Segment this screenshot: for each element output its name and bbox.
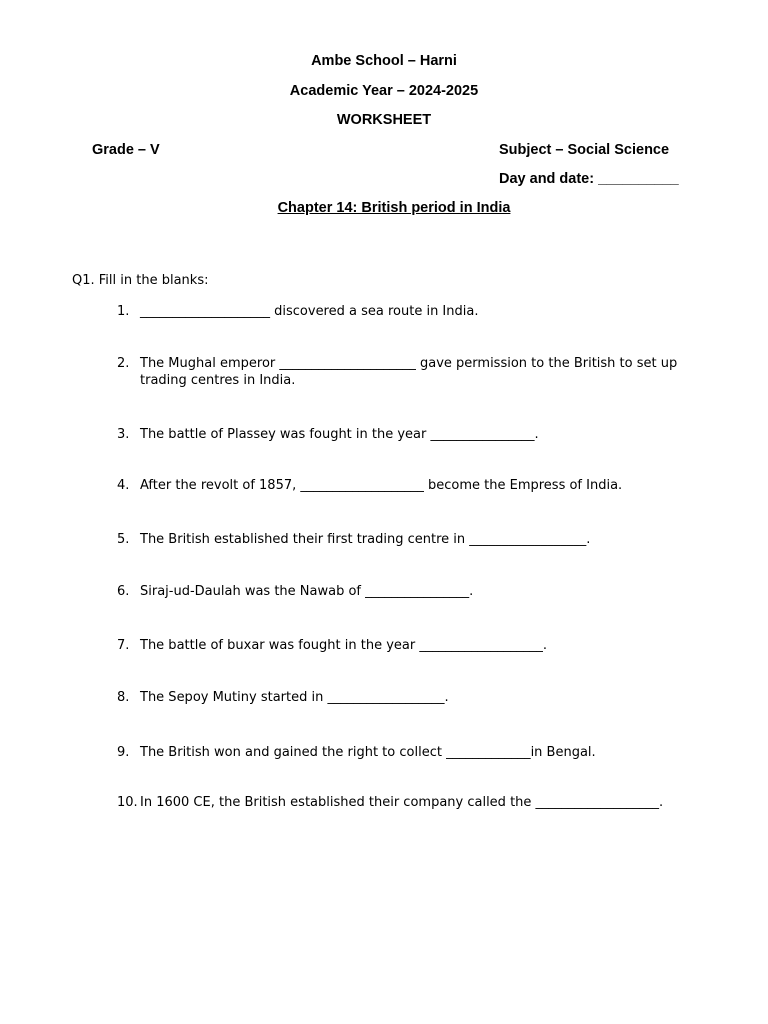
school-name: Ambe School – Harni xyxy=(311,53,457,69)
item-number: 1. xyxy=(117,304,130,319)
item-number: 2. xyxy=(117,356,130,371)
question-item-3 xyxy=(117,426,697,443)
question-item-4 xyxy=(117,477,697,494)
item-number: 4. xyxy=(117,478,130,493)
item-number: 5. xyxy=(117,532,130,547)
item-text: The battle of Plassey was fought in the year ________________. xyxy=(140,427,539,442)
item-text: The British established their first trading centre in __________________. xyxy=(140,532,591,547)
item-number: 8. xyxy=(117,690,130,705)
question-item-8 xyxy=(117,689,697,706)
item-text: The battle of buxar was fought in the year ___________________. xyxy=(140,638,547,653)
academic-year: Academic Year – 2024-2025 xyxy=(289,83,479,99)
question-item-9 xyxy=(117,744,697,761)
question-item-7 xyxy=(117,637,697,654)
item-text: After the revolt of 1857, ___________________ become the Empress of India. xyxy=(140,478,623,493)
item-number: 9. xyxy=(117,745,130,760)
question-item-6 xyxy=(117,583,697,600)
question-item-5 xyxy=(117,531,697,548)
question-item-2 xyxy=(117,355,697,389)
day-date-field: Day and date: __________ xyxy=(499,171,679,187)
item-number: 7. xyxy=(117,638,130,653)
item-text: The Mughal emperor _____________________ gave permission to the British to set up trading centres in India. xyxy=(140,356,682,388)
chapter-title: Chapter 14: British period in India xyxy=(277,200,511,216)
item-number: 6. xyxy=(117,584,130,599)
document-type: WORKSHEET xyxy=(336,112,432,128)
item-text: Siraj-ud-Daulah was the Nawab of ________________. xyxy=(140,584,474,599)
question-heading: Q1. Fill in the blanks: xyxy=(72,273,209,288)
item-number: 3. xyxy=(117,427,130,442)
item-text: The British won and gained the right to collect _____________in Bengal. xyxy=(140,745,596,760)
item-text: The Sepoy Mutiny started in __________________. xyxy=(140,690,449,705)
grade-label: Grade – V xyxy=(92,142,160,158)
item-text: ____________________ discovered a sea route in India. xyxy=(140,304,479,319)
subject-label: Subject – Social Science xyxy=(499,142,670,158)
question-item-1 xyxy=(117,303,697,320)
question-item-10 xyxy=(117,794,697,811)
item-text: In 1600 CE, the British established their company called the ___________________. xyxy=(140,795,664,810)
item-number: 10. xyxy=(117,795,138,810)
